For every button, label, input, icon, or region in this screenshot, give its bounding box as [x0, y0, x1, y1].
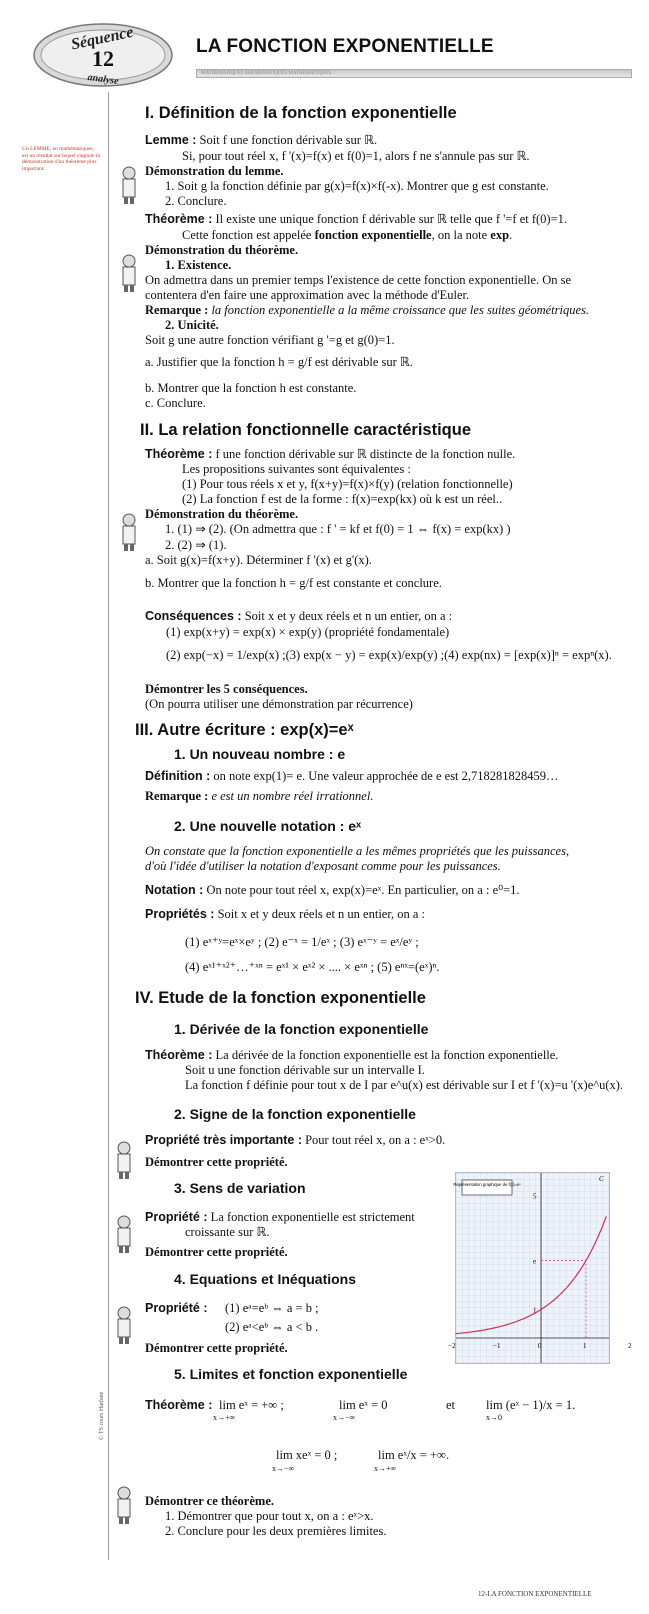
s2-demo-heading: Démonstration du théorème.: [145, 507, 299, 521]
svg-text:analyse: analyse: [86, 71, 120, 88]
page-footer: 12-LA FONCTION EXPONENTIELLE: [478, 1590, 592, 1598]
limit-3-sub: x→0: [486, 1413, 502, 1422]
y-tick-label: 5: [533, 1192, 537, 1201]
demo-lemme-heading: Démonstration du lemme.: [145, 164, 284, 178]
demo-theorem-heading: Démonstration du théorème.: [145, 243, 299, 257]
x-tick-label: −1: [493, 1342, 501, 1350]
s4-theorem-label: Théorème :: [145, 1048, 213, 1062]
limit-4: lim xeˣ = 0 ;: [276, 1448, 338, 1462]
sign-property-line: [145, 1133, 445, 1147]
s2-theorem-line-1: [145, 447, 515, 461]
s2-demo-a: a. Soit g(x)=f(x+y). Déterminer f '(x) et g'(x).: [145, 553, 372, 567]
limit-3: lim (eˣ − 1)/x = 1.: [486, 1398, 576, 1412]
existence-text-2: contentera d'en faire une approximation avec la méthode d'Euler.: [145, 288, 470, 302]
s3-remark-line: [145, 789, 373, 803]
unicity-heading: 2. Unicité.: [165, 318, 219, 332]
limit-2-sub: x→−∞: [333, 1413, 356, 1422]
section-3-title: III. Autre écriture : exp(x)=eˣ: [135, 721, 354, 739]
t2e: .: [509, 228, 513, 242]
s4-theorem-line-2: Soit u une fonction dérivable sur un intervalle I.: [185, 1063, 425, 1077]
variation-property-line-2: croissante sur ℝ.: [185, 1225, 270, 1239]
properties-4-5: (4) eˣ¹⁺ˣ²⁺…⁺ˣⁿ = eˣ¹ × eˣ² × .... × eˣⁿ ; (5) eⁿˣ=(eˣ)ⁿ.: [185, 960, 440, 974]
s4-sub-2: 2. Signe de la fonction exponentielle: [174, 1106, 416, 1122]
variation-property-text-1: La fonction exponentielle est strictement: [207, 1210, 415, 1224]
s4-theorem-line-1: [145, 1048, 558, 1062]
professor-icon: [113, 1305, 135, 1345]
unicity-text: Soit g une autre fonction vérifiant g '=g et g(0)=1.: [145, 333, 395, 347]
s2-theorem-line-4: (2) La fonction f est de la forme : f(x)=exp(kx) où k est un réel..: [182, 492, 503, 506]
unicity-b: b. Montrer que la fonction h est constante.: [145, 381, 357, 395]
theorem-line-2: [182, 228, 512, 242]
consequences-line: [145, 609, 452, 623]
notation-text: On note pour tout réel x, exp(x)=eˣ. En particulier, on a : e⁰=1.: [203, 883, 520, 897]
variation-property-label: Propriété :: [145, 1210, 208, 1224]
t2c: , on la note: [431, 228, 491, 242]
s4-theorem-text-1: La dérivée de la fonction exponentielle est la fonction exponentielle.: [212, 1048, 559, 1062]
variation-property-demo: Démontrer cette propriété.: [145, 1245, 288, 1259]
limits-demo-1: 1. Démontrer que pour tout x, on a : eˣ>x.: [165, 1509, 374, 1523]
lemme-line-1: [145, 133, 377, 147]
s3-remark-label: Remarque :: [145, 789, 212, 803]
limits-demo-2: 2. Conclure pour les deux premières limites.: [165, 1524, 387, 1538]
definition-line: [145, 769, 559, 783]
equations-1: (1) eᵃ=eᵇ ⇔ a = b ;: [225, 1301, 319, 1315]
curve-label: C: [599, 1175, 604, 1183]
s4-theorem-line-3: La fonction f définie pour tout x de I par e^u(x) est dérivable sur I et f '(x)=u '(x)e^u(x).: [185, 1078, 624, 1092]
s3-intro-2: d'où l'idée d'utiliser la notation d'exposant comme pour les puissances.: [145, 859, 501, 873]
lemme-line-2: Si, pour tout réel x, f '(x)=f(x) et f(0)=1, alors f ne s'annule pas sur ℝ.: [182, 149, 530, 163]
remark-label: Remarque :: [145, 303, 212, 317]
professor-icon: [113, 1485, 135, 1525]
copyright-note: © TS cours Harfane: [99, 1391, 105, 1440]
s2-demo-1: 1. (1) ⇒ (2). (On admettra que : f ' = kf et f(0) = 1 ⇔ f(x) = exp(kx) ): [165, 522, 511, 536]
consequences-text: Soit x et y deux réels et n un entier, on a :: [241, 609, 453, 623]
theorem-line-1: [145, 212, 567, 226]
section-2-title: II. La relation fonctionnelle caractéristique: [140, 421, 471, 439]
s2-theorem-line-3: (1) Pour tous réels x et y, f(x+y)=f(x)×f(y) (relation fonctionnelle): [182, 477, 513, 491]
limits-and: et: [446, 1398, 456, 1412]
exponential-graph: [448, 1172, 632, 1364]
equations-2: (2) eᵃ<eᵇ ⇔ a < b .: [225, 1320, 319, 1334]
properties-label: Propriétés :: [145, 907, 215, 921]
consequences-demo: Démontrer les 5 conséquences.: [145, 682, 308, 696]
section-4-title: IV. Etude de la fonction exponentielle: [135, 989, 426, 1007]
theorem-text-1: Il existe une unique fonction f dérivable sur ℝ telle que f '=f et f(0)=1.: [212, 212, 567, 226]
definition-label: Définition :: [145, 769, 211, 783]
s4-sub-4: 4. Equations et Inéquations: [174, 1271, 357, 1287]
s2-theorem-text-1: f une fonction dérivable sur ℝ distincte de la fonction nulle.: [212, 447, 516, 461]
notation-label: Notation :: [145, 883, 204, 897]
properties-line: [145, 907, 425, 921]
y-tick-label: e: [533, 1257, 537, 1266]
equations-property-label: Propriété :: [145, 1301, 208, 1315]
professor-icon: [118, 253, 140, 293]
sign-property-label: Propriété très importante :: [145, 1133, 302, 1147]
properties-text: Soit x et y deux réels et n un entier, on a :: [214, 907, 426, 921]
demo-lemme-step-2: 2. Conclure.: [165, 194, 227, 208]
remark-line: [145, 303, 589, 317]
t2d: exp: [490, 228, 510, 242]
t2a: Cette fonction est appelée: [182, 228, 315, 242]
variation-property-line: [145, 1210, 415, 1224]
limit-5-sub: x→+∞: [374, 1464, 397, 1473]
limit-4-sub: x→−∞: [272, 1464, 295, 1473]
definition-text: on note exp(1)= e. Une valeur approchée de e est 2,718281828459…: [210, 769, 559, 783]
consequence-1: (1) exp(x+y) = exp(x) × exp(y) (propriété fondamentale): [166, 625, 450, 639]
lemme-label: Lemme :: [145, 133, 197, 147]
x-tick-label: 2: [628, 1342, 632, 1350]
x-tick-label: 0: [538, 1342, 542, 1350]
s4-sub-5: 5. Limites et fonction exponentielle: [174, 1366, 408, 1382]
svg-text:Séquence: Séquence: [69, 23, 135, 54]
professor-icon: [113, 1214, 135, 1254]
page-title: LA FONCTION EXPONENTIELLE: [196, 36, 494, 57]
unicity-c: c. Conclure.: [145, 396, 206, 410]
s2-theorem-label: Théorème :: [145, 447, 213, 461]
graph-caption: Représentation graphique de f(x)=eˣ: [453, 1182, 521, 1187]
limits-theorem-label: [145, 1398, 212, 1412]
theorem-label: Théorème :: [145, 212, 213, 226]
sequence-logo: [32, 22, 174, 88]
bar-text: MATHEMATIQUES MATHEMATIQUES MATHEMATIQUES: [201, 71, 331, 76]
x-tick-label: 1: [583, 1342, 587, 1350]
limit-2: lim eˣ = 0: [339, 1398, 388, 1412]
s4-sub-1: 1. Dérivée de la fonction exponentielle: [174, 1021, 429, 1037]
remark-text: la fonction exponentielle a la même croissance que les suites géométriques.: [211, 303, 590, 317]
s3-sub-1: 1. Un nouveau nombre : e: [174, 746, 346, 762]
title-underline-bar: [196, 69, 632, 78]
limits-label: Théorème :: [145, 1398, 213, 1412]
s2-demo-b: b. Montrer que la fonction h = g/f est constante et conclure.: [145, 576, 442, 590]
existence-heading: 1. Existence.: [165, 258, 232, 272]
margin-rule: [108, 92, 109, 1560]
y-tick-label: 1: [533, 1306, 537, 1315]
unicity-a: a. Justifier que la fonction h = g/f est dérivable sur ℝ.: [145, 355, 413, 369]
s4-sub-3: 3. Sens de variation: [174, 1180, 306, 1196]
t2b: fonction exponentielle: [314, 228, 432, 242]
sign-property-text: Pour tout réel x, on a : eˣ>0.: [301, 1133, 446, 1147]
lemme-margin-note: Un LEMME, en mathématiques, est un résultat sur lequel s'appuie la démonstration d'un théorème plus important.: [22, 146, 100, 172]
limits-demo: Démontrer ce théorème.: [145, 1494, 274, 1508]
consequences-2-3-4: (2) exp(−x) = 1/exp(x) ;(3) exp(x − y) = exp(x)/exp(y) ;(4) exp(nx) = [exp(x)]ⁿ = expⁿ(x).: [166, 648, 612, 662]
professor-icon: [113, 1140, 135, 1180]
svg-text:12: 12: [92, 46, 114, 71]
s3-remark-text: e est un nombre réel irrationnel.: [211, 789, 374, 803]
s3-intro-1: On constate que la fonction exponentielle a les mêmes propriétés que les puissances,: [145, 844, 570, 858]
consequences-demo-hint: (On pourra utiliser une démonstration par récurrence): [145, 697, 413, 711]
equations-property-line: [145, 1301, 208, 1315]
section-1-title: I. Définition de la fonction exponentielle: [145, 104, 457, 122]
x-tick-label: −2: [448, 1342, 456, 1350]
s2-demo-2: 2. (2) ⇒ (1).: [165, 538, 227, 552]
s3-sub-2: 2. Une nouvelle notation : eˣ: [174, 818, 362, 834]
equations-demo: Démontrer cette propriété.: [145, 1341, 288, 1355]
notation-line: [145, 883, 520, 897]
demo-lemme-step-1: 1. Soit g la fonction définie par g(x)=f(x)×f(-x). Montrer que g est constante.: [165, 179, 549, 193]
professor-icon: [118, 512, 140, 552]
existence-text-1: On admettra dans un premier temps l'existence de cette fonction exponentielle. On se: [145, 273, 572, 287]
lemme-text-1: Soit f une fonction dérivable sur ℝ.: [196, 133, 378, 147]
consequences-label: Conséquences :: [145, 609, 242, 623]
professor-icon: [118, 165, 140, 205]
limit-5: lim eˣ/x = +∞.: [378, 1448, 450, 1462]
properties-1-3: (1) eˣ⁺ʸ=eˣ×eʸ ; (2) e⁻ˣ = 1/eˣ ; (3) eˣ⁻ʸ = eˣ/eʸ ;: [185, 935, 419, 949]
sign-property-demo: Démontrer cette propriété.: [145, 1155, 288, 1169]
limit-1-sub: x→+∞: [213, 1413, 236, 1422]
s2-theorem-line-2: Les propositions suivantes sont équivalentes :: [182, 462, 411, 476]
limit-1: lim eˣ = +∞ ;: [219, 1398, 284, 1412]
